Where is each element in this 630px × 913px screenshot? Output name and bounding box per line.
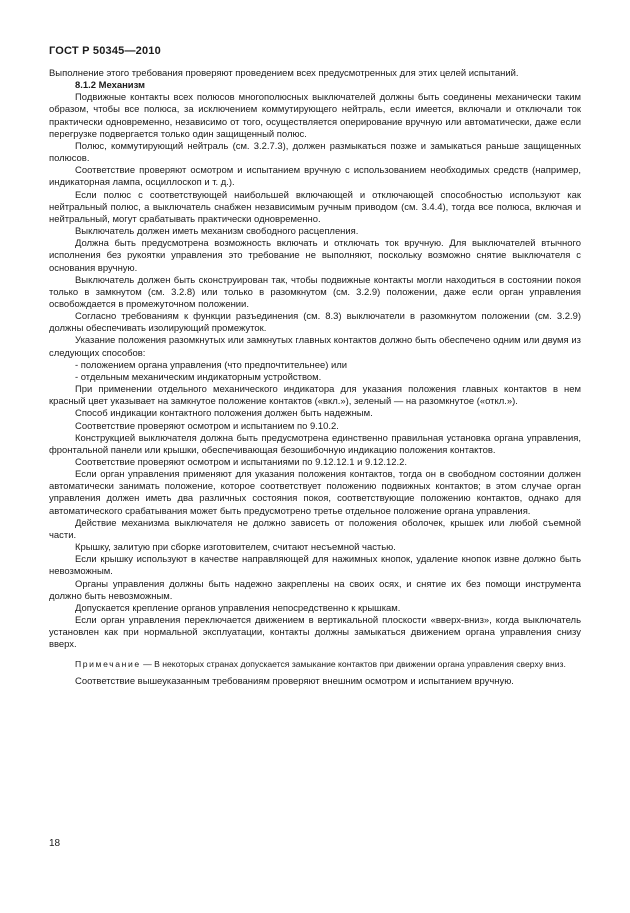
list-item: - положением органа управления (что предпочтительнее) или [75, 359, 348, 371]
paragraph: Подвижные контакты всех полюсов многополюсных выключателей должны быть соединены механически таким образом, чтобы все полюса, за исключением коммутирующего нейтраль, если имеется, включали и отключали ток практически одновременно, независимо от того, осуществляется оперирование вручную или автоматически, даже если перегрузке подвергается только один защищенный полюс. [49, 92, 581, 140]
paragraph: Должна быть предусмотрена возможность включать и отключать ток вручную. Для выключателей втычного исполнения без рукоятки управления это требование не выполняют, поскольку возможно снятие выключателя с основания вручную. [49, 238, 581, 274]
paragraph: Допускается крепление органов управления непосредственно к крышкам. [75, 602, 401, 614]
paragraph: Соответствие проверяют осмотром и испытанием вручную с использованием необходимых средств (например, индикаторная лампа, осциллоскоп и т. д.). [49, 165, 581, 189]
paragraph: Если крышку используют в качестве направляющей для нажимных кнопок, удаление кнопок извне должно быть невозможным. [49, 554, 581, 578]
document-header: ГОСТ Р 50345—2010 [49, 45, 161, 57]
note [49, 658, 581, 670]
paragraph: Конструкцией выключателя должна быть предусмотрена единственно правильная установка органа управления, фронтальной панели или крышки, обеспечивающая безошибочную индикацию положения контактов. [49, 432, 581, 456]
final-paragraph: Соответствие вышеуказанным требованиям проверяют внешним осмотром и испытанием вручную. [75, 675, 514, 687]
paragraph: Если орган управления применяют для указания положения контактов, тогда он в свободном состоянии должен автоматически занимать положение, которое соответствует положению подвижных контактов; в этом случае орган управления должен иметь два различных состояния покоя, соответствующие положению контактов, однако для автоматического срабатывания может быть предусмотрено третье отдельное положение органа управления. [49, 469, 581, 517]
page-body [49, 68, 581, 688]
paragraph: При применении отдельного механического индикатора для указания положения главных контактов в нем красный цвет указывает на замкнутое положение контактов («вкл.»), зеленый — на разомкнутое («откл.»). [49, 384, 581, 408]
paragraph: Крышку, залитую при сборке изготовителем, считают несъемной частью. [75, 542, 396, 554]
paragraph: Выполнение этого требования проверяют проведением всех предусмотренных для этих целей испытаний. [49, 68, 519, 79]
paragraph: Если орган управления переключается движением в вертикальной плоскости «вверх-вниз», когда выключатель установлен как при нормальной эксплуатации, контакты должны замыкаться движением органа управления снизу вверх. [49, 615, 581, 651]
paragraph: Согласно требованиям к функции разъединения (см. 8.3) выключатели в разомкнутом положении (см. 3.2.9) должны обеспечивать изолирующий промежуток. [49, 311, 581, 335]
paragraph: Выключатель должен иметь механизм свободного расцепления. [75, 226, 359, 238]
paragraph: Если полюс с соответствующей наибольшей включающей и отключающей способностью используют как нейтральный полюс, а выключатель снабжен независимым ручным приводом (см. 3.4.4), тогда все полюса, включая и нейтральный, могут срабатывать практически одновременно. [49, 189, 581, 225]
paragraph: Действие механизма выключателя не должно зависеть от положения оболочек, крышек или любой съемной части. [49, 517, 581, 541]
paragraph: Органы управления должны быть надежно закреплены на своих осях, и снятие их без помощи инструмента должно быть невозможным. [49, 578, 581, 602]
paragraph: Полюс, коммутирующий нейтраль (см. 3.2.7.3), должен размыкаться позже и замыкаться раньше защищенных полюсов. [49, 140, 581, 165]
paragraph: Выключатель должен быть сконструирован так, чтобы подвижные контакты могли находиться в состоянии покоя только в замкнутом (см. 3.2.8) или только в разомкнутом (см. 3.2.9) положении, даже если орган управления освобождается в промежуточном положении. [49, 274, 581, 310]
page-number: 18 [49, 838, 61, 849]
paragraph: Указание положения разомкнутых или замкнутых главных контактов должно быть обеспечено одним или двумя из следующих способов: [49, 335, 581, 359]
note-text: — В некоторых странах допускается замыкание контактов при движении органа управления сверху вниз. [140, 658, 566, 669]
section-heading: 8.1.2 Механизм [75, 80, 146, 92]
paragraph: Соответствие проверяют осмотром и испытанием по 9.10.2. [75, 420, 339, 432]
paragraph: Соответствие проверяют осмотром и испытаниями по 9.12.12.1 и 9.12.12.2. [75, 457, 407, 468]
list-item: - отдельным механическим индикаторным устройством. [75, 371, 322, 383]
note-label: Примечание [75, 658, 141, 669]
paragraph: Способ индикации контактного положения должен быть надежным. [75, 408, 373, 420]
